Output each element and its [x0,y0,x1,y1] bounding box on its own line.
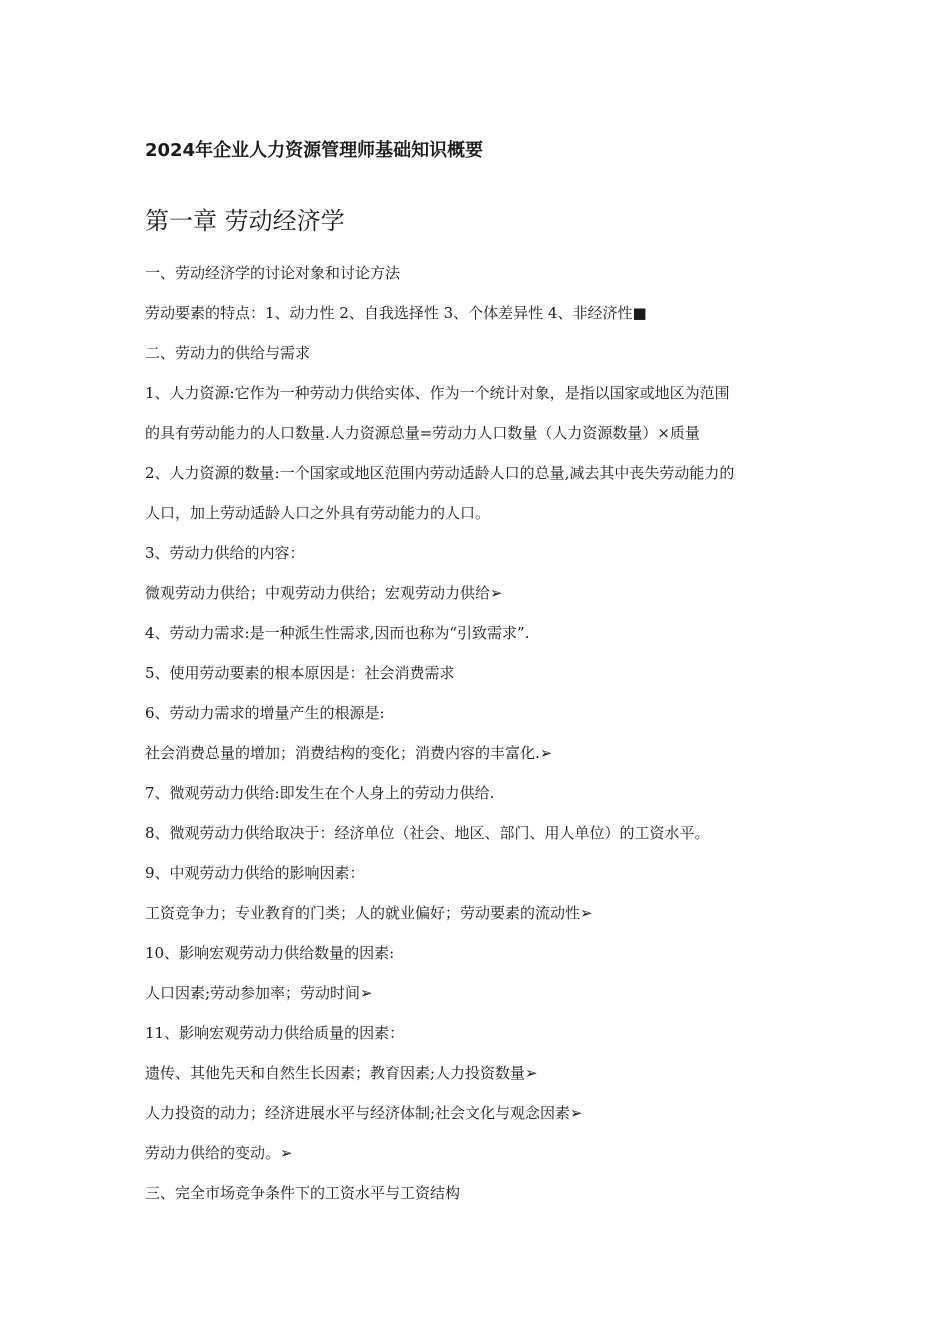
text-line: 1、人力资源:它作为一种劳动力供给实体、作为一个统计对象，是指以国家或地区为范围 [145,384,730,402]
text-line: 2、人力资源的数量:一个国家或地区范围内劳动适龄人口的总量,减去其中丧失劳动能力的 [145,464,735,482]
text-line: 工资竞争力；专业教育的门类；人的就业偏好；劳动要素的流动性➢ [145,904,593,922]
text-line: 8、微观劳动力供给取决于：经济单位（社会、地区、部门、用人单位）的工资水平。 [145,824,710,842]
text-line: 人力投资的动力；经济进展水平与经济体制;社会文化与观念因素➢ [145,1104,583,1122]
text-line: 人口因素;劳动参加率；劳动时间➢ [145,984,373,1002]
text-line: 6、劳动力需求的增量产生的根源是: [145,704,385,722]
text-line: 11、影响宏观劳动力供给质量的因素： [145,1024,405,1042]
text-line: 三、完全市场竞争条件下的工资水平与工资结构 [145,1184,461,1202]
text-line: 社会消费总量的增加；消费结构的变化；消费内容的丰富化.➢ [145,744,553,762]
text-line: 3、劳动力供给的内容： [145,544,305,562]
text-line: 5、使用劳动要素的根本原因是：社会消费需求 [145,664,455,682]
text-line: 微观劳动力供给；中观劳动力供给；宏观劳动力供给➢ [145,584,503,602]
document-body [145,260,825,1220]
text-line: 的具有劳动能力的人口数量.人力资源总量=劳动力人口数量（人力资源数量）×质量 [145,424,700,442]
text-line: 劳动力供给的变动。➢ [145,1144,293,1162]
text-line: 二、劳动力的供给与需求 [145,344,311,362]
text-line: 9、中观劳动力供给的影响因素： [145,864,365,882]
text-line: 遗传、其他先天和自然生长因素；教育因素;人力投资数量➢ [145,1064,538,1082]
document-title: 2024年企业人力资源管理师基础知识概要 [145,140,484,161]
text-line: 4、劳动力需求:是一种派生性需求,因而也称为“引致需求”. [145,624,530,642]
chapter-heading: 第一章 劳动经济学 [145,207,345,235]
text-line: 劳动要素的特点：1、动力性 2、自我选择性 3、个体差异性 4、非经济性■ [145,304,647,322]
text-line: 7、微观劳动力供给:即发生在个人身上的劳动力供给. [145,784,495,802]
text-line: 10、影响宏观劳动力供给数量的因素: [145,944,395,962]
text-line: 人口，加上劳动适龄人口之外具有劳动能力的人口。 [145,504,491,522]
text-line: 一、劳动经济学的讨论对象和讨论方法 [145,264,401,282]
